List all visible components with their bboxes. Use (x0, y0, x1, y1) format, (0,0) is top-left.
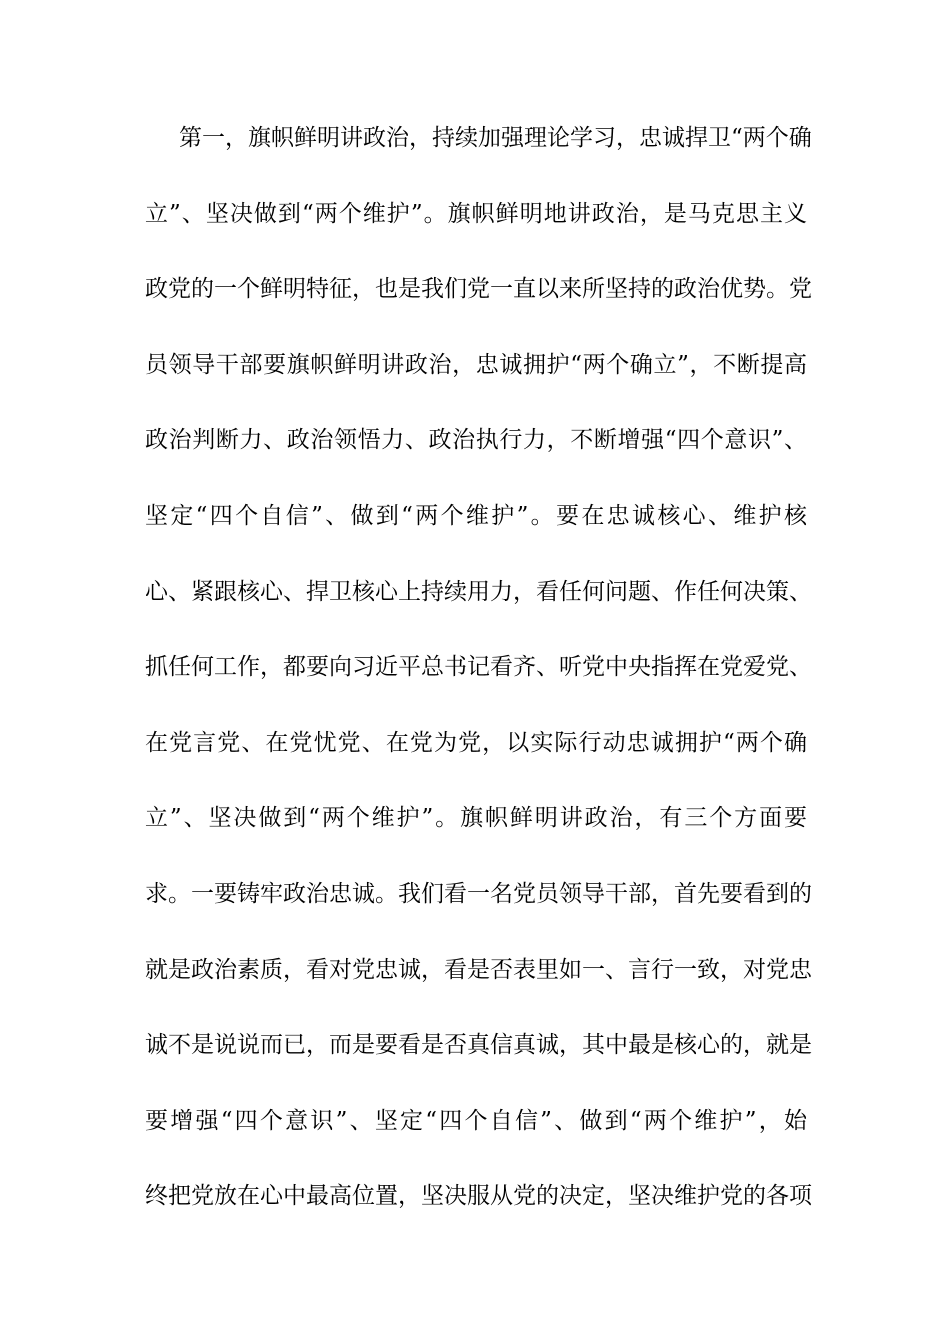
paragraph-line: 第一，旗帜鲜明讲政治，持续加强理论学习，忠诚捍卫“两个确 (179, 125, 812, 151)
paragraph-line: 立”、坚决做到“两个维护”。旗帜鲜明地讲政治，是马克思主义 (145, 200, 807, 227)
paragraph-line: 要增强“四个意识”、坚定“四个自信”、做到“两个维护”，始 (145, 1107, 807, 1134)
paragraph-line: 员领导干部要旗帜鲜明讲政治，忠诚拥护“两个确立”，不断提高 (145, 351, 807, 378)
body-paragraph (145, 118, 812, 1252)
paragraph-line: 抓任何工作，都要向习近平总书记看齐、听党中央指挥在党爱党、 (145, 654, 812, 681)
paragraph-line: 诚不是说说而已，而是要看是否真信真诚，其中最是核心的，就是 (145, 1032, 812, 1059)
paragraph-line: 就是政治素质，看对党忠诚，看是否表里如一、言行一致，对党忠 (145, 956, 812, 983)
paragraph-line: 坚定“四个自信”、做到“两个维护”。要在忠诚核心、维护核 (145, 502, 807, 529)
paragraph-line: 终把党放在心中最高位置，坚决服从党的决定，坚决维护党的各项 (145, 1183, 812, 1210)
paragraph-line: 在党言党、在党忧党、在党为党，以实际行动忠诚拥护“两个确 (145, 729, 807, 756)
paragraph-line: 求。一要铸牢政治忠诚。我们看一名党员领导干部，首先要看到的 (145, 880, 812, 907)
paragraph-line: 政治判断力、政治领悟力、政治执行力，不断增强“四个意识”、 (145, 427, 807, 454)
paragraph-line: 心、紧跟核心、捍卫核心上持续用力，看任何问题、作任何决策、 (145, 578, 812, 605)
paragraph-line: 立”、坚决做到“两个维护”。旗帜鲜明讲政治，有三个方面要 (145, 805, 807, 832)
paragraph-line: 政党的一个鲜明特征，也是我们党一直以来所坚持的政治优势。党 (145, 276, 812, 303)
